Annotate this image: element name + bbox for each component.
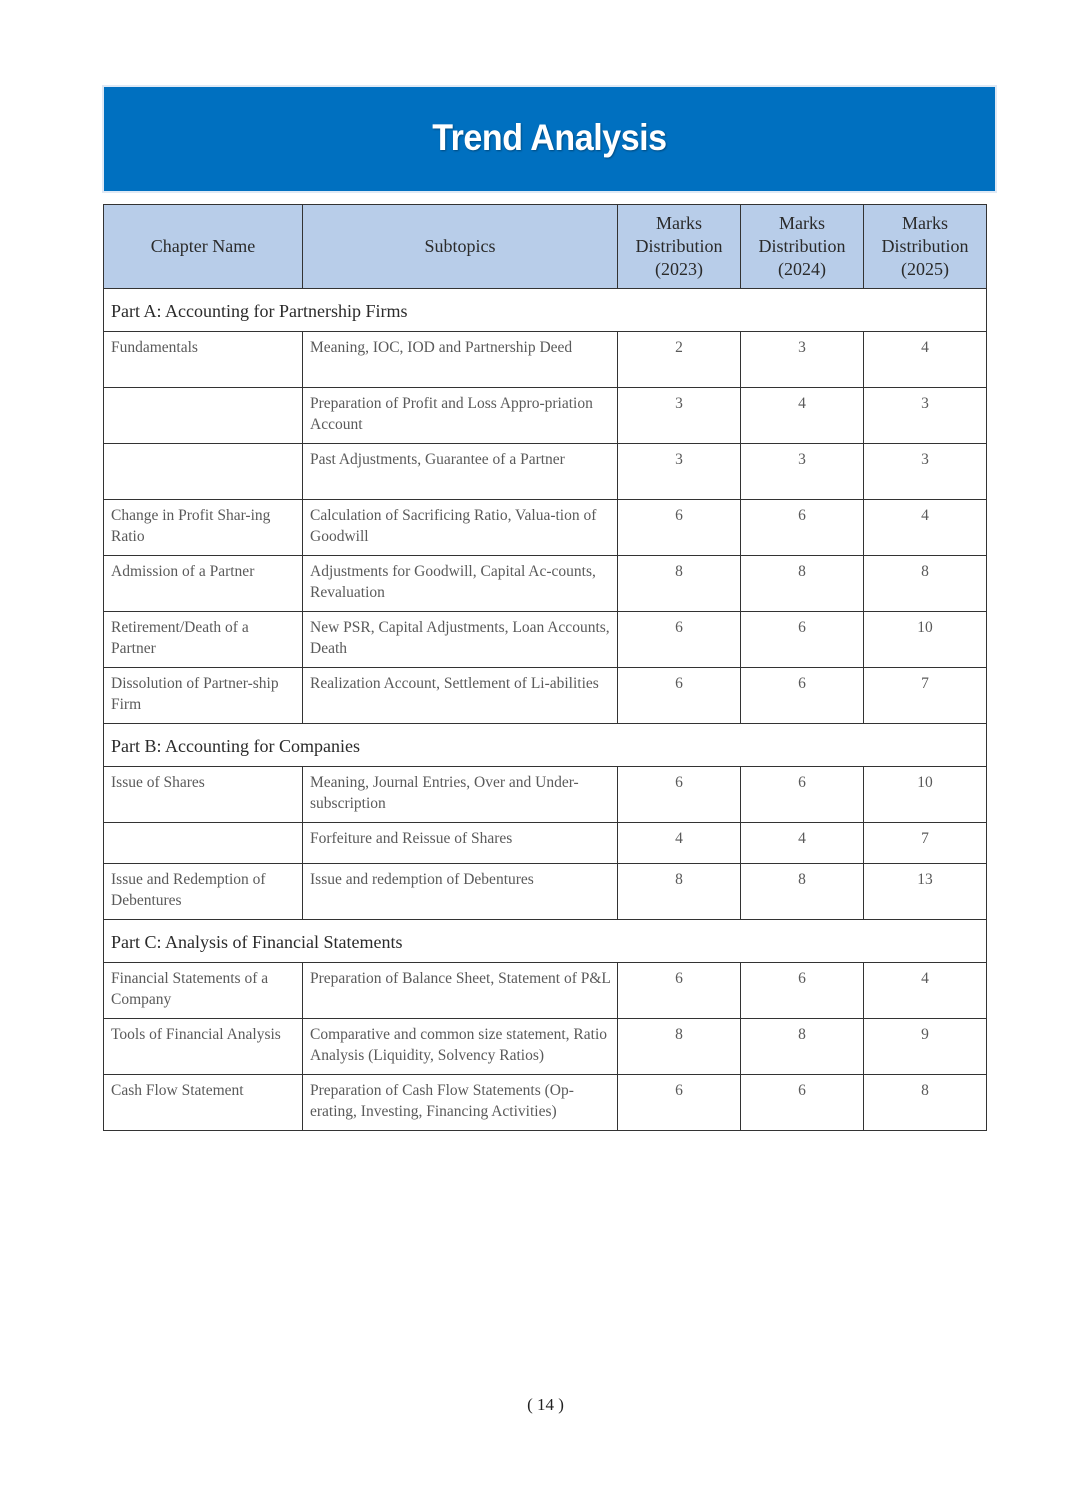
chapter-cell: Financial Statements of a Company <box>104 963 303 1019</box>
section-row-part-a <box>104 289 987 332</box>
section-row-part-c <box>104 920 987 963</box>
subtopic-cell: New PSR, Capital Adjustments, Loan Accounts, Death <box>303 612 618 668</box>
chapter-cell: Retirement/Death of a Partner <box>104 612 303 668</box>
table-row <box>104 444 987 500</box>
marks-2025-cell: 4 <box>864 963 987 1019</box>
table-header-row <box>104 205 987 289</box>
marks-2023-cell: 6 <box>618 500 741 556</box>
marks-2024-cell: 8 <box>741 864 864 920</box>
table-row <box>104 963 987 1019</box>
marks-2025-cell: 10 <box>864 767 987 823</box>
marks-2025-cell: 7 <box>864 823 987 864</box>
marks-2024-cell: 6 <box>741 668 864 724</box>
section-title: Part A: Accounting for Partnership Firms <box>104 289 987 332</box>
marks-2024-cell: 4 <box>741 823 864 864</box>
table-row <box>104 388 987 444</box>
marks-2024-cell: 6 <box>741 612 864 668</box>
table-row <box>104 1075 987 1131</box>
table-row <box>104 823 987 864</box>
chapter-cell: Cash Flow Statement <box>104 1075 303 1131</box>
table-row <box>104 332 987 388</box>
marks-2025-cell: 3 <box>864 388 987 444</box>
subtopic-cell: Realization Account, Settlement of Li-abilities <box>303 668 618 724</box>
marks-2025-cell: 9 <box>864 1019 987 1075</box>
chapter-cell: Dissolution of Partner-ship Firm <box>104 668 303 724</box>
subtopic-cell: Meaning, Journal Entries, Over and Under-subscription <box>303 767 618 823</box>
marks-2023-cell: 8 <box>618 556 741 612</box>
header-chapter-name: Chapter Name <box>104 205 303 289</box>
marks-2025-cell: 8 <box>864 556 987 612</box>
trend-analysis-table <box>103 204 987 1131</box>
marks-2024-cell: 8 <box>741 1019 864 1075</box>
marks-2023-cell: 6 <box>618 668 741 724</box>
page-number: ( 14 ) <box>527 1395 564 1414</box>
marks-2025-cell: 10 <box>864 612 987 668</box>
chapter-cell: Issue and Redemption of Debentures <box>104 864 303 920</box>
table-row <box>104 668 987 724</box>
marks-2023-cell: 6 <box>618 612 741 668</box>
subtopic-cell: Adjustments for Goodwill, Capital Ac-counts, Revaluation <box>303 556 618 612</box>
title-banner <box>104 87 995 191</box>
chapter-cell <box>104 388 303 444</box>
subtopic-cell: Past Adjustments, Guarantee of a Partner <box>303 444 618 500</box>
section-row-part-b <box>104 724 987 767</box>
marks-2025-cell: 7 <box>864 668 987 724</box>
marks-2025-cell: 13 <box>864 864 987 920</box>
marks-2023-cell: 8 <box>618 864 741 920</box>
section-title: Part C: Analysis of Financial Statements <box>104 920 987 963</box>
subtopic-cell: Forfeiture and Reissue of Shares <box>303 823 618 864</box>
marks-2024-cell: 6 <box>741 767 864 823</box>
marks-2025-cell: 8 <box>864 1075 987 1131</box>
marks-2025-cell: 4 <box>864 500 987 556</box>
marks-2024-cell: 6 <box>741 1075 864 1131</box>
chapter-cell: Fundamentals <box>104 332 303 388</box>
subtopic-cell: Comparative and common size statement, Ratio Analysis (Liquidity, Solvency Ratios) <box>303 1019 618 1075</box>
marks-2023-cell: 4 <box>618 823 741 864</box>
table-row <box>104 864 987 920</box>
marks-2023-cell: 2 <box>618 332 741 388</box>
table-row <box>104 556 987 612</box>
subtopic-cell: Issue and redemption of Debentures <box>303 864 618 920</box>
marks-2023-cell: 6 <box>618 963 741 1019</box>
subtopic-cell: Preparation of Cash Flow Statements (Op-erating, Investing, Financing Activities) <box>303 1075 618 1131</box>
header-subtopics: Subtopics <box>303 205 618 289</box>
header-marks-2025: Marks Distribution (2025) <box>864 205 987 289</box>
subtopic-cell: Meaning, IOC, IOD and Partnership Deed <box>303 332 618 388</box>
table-row <box>104 1019 987 1075</box>
chapter-cell: Change in Profit Shar-ing Ratio <box>104 500 303 556</box>
header-marks-2024: Marks Distribution (2024) <box>741 205 864 289</box>
marks-2024-cell: 4 <box>741 388 864 444</box>
marks-2023-cell: 8 <box>618 1019 741 1075</box>
chapter-cell: Issue of Shares <box>104 767 303 823</box>
subtopic-cell: Preparation of Balance Sheet, Statement of P&L <box>303 963 618 1019</box>
marks-2025-cell: 4 <box>864 332 987 388</box>
marks-2023-cell: 6 <box>618 767 741 823</box>
subtopic-cell: Calculation of Sacrificing Ratio, Valua-tion of Goodwill <box>303 500 618 556</box>
marks-2023-cell: 6 <box>618 1075 741 1131</box>
header-marks-2023: Marks Distribution (2023) <box>618 205 741 289</box>
section-title: Part B: Accounting for Companies <box>104 724 987 767</box>
subtopic-cell: Preparation of Profit and Loss Appro-priation Account <box>303 388 618 444</box>
marks-2023-cell: 3 <box>618 388 741 444</box>
page-title: Trend Analysis <box>432 117 667 158</box>
marks-2024-cell: 6 <box>741 500 864 556</box>
marks-2024-cell: 6 <box>741 963 864 1019</box>
table-row <box>104 767 987 823</box>
chapter-cell: Tools of Financial Analysis <box>104 1019 303 1075</box>
table-row <box>104 612 987 668</box>
chapter-cell <box>104 444 303 500</box>
chapter-cell <box>104 823 303 864</box>
marks-2024-cell: 3 <box>741 332 864 388</box>
chapter-cell: Admission of a Partner <box>104 556 303 612</box>
table-row <box>104 500 987 556</box>
marks-2025-cell: 3 <box>864 444 987 500</box>
marks-2023-cell: 3 <box>618 444 741 500</box>
marks-2024-cell: 8 <box>741 556 864 612</box>
marks-2024-cell: 3 <box>741 444 864 500</box>
